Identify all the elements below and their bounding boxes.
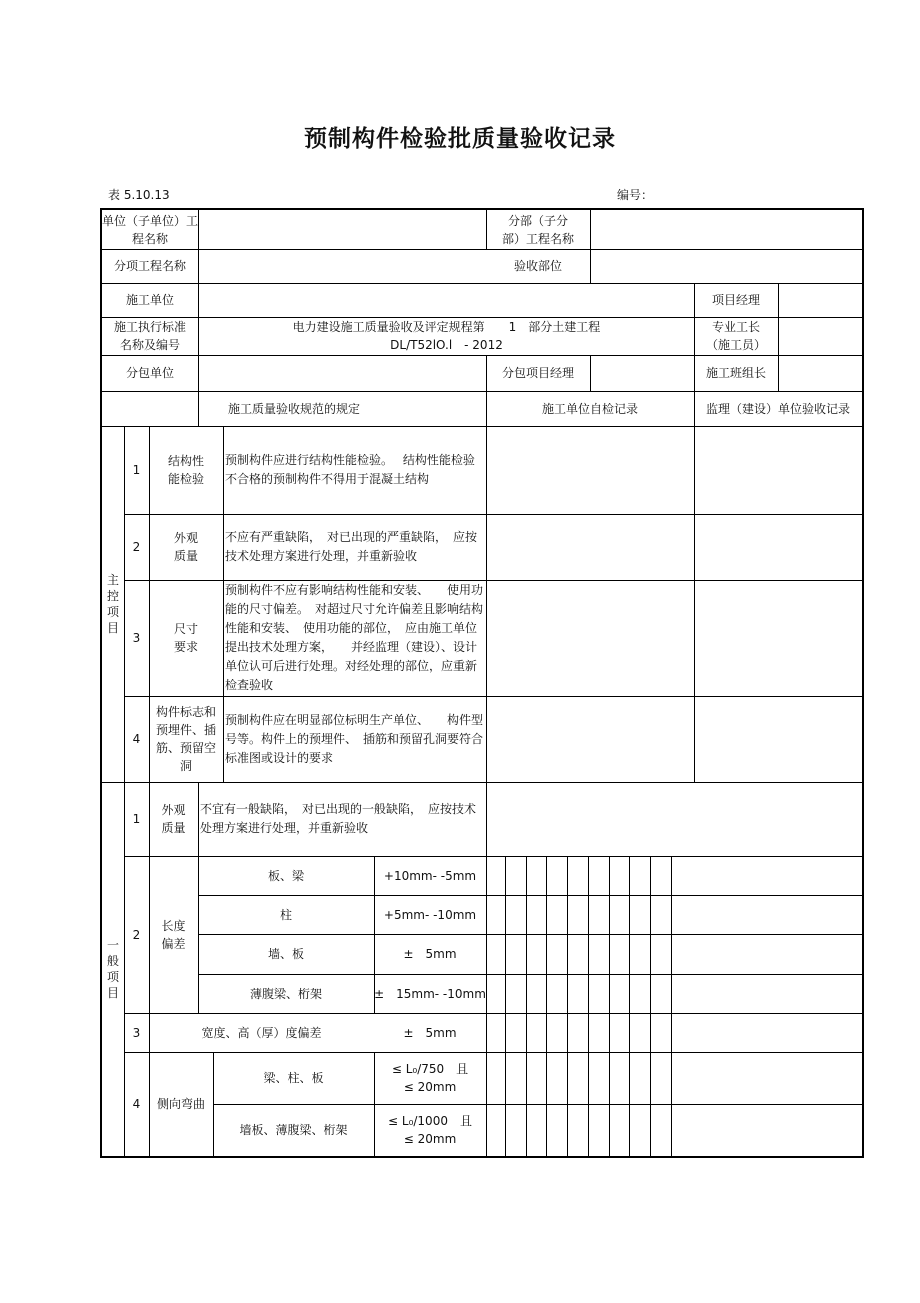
main-item-2-supervision[interactable] [695, 514, 862, 580]
bending-row-1-tolerance: ≤ L₀/750 且 ≤ 20mm [391, 1062, 469, 1094]
main-item-3-self-check[interactable] [487, 580, 694, 696]
main-item-3-supervision[interactable] [695, 580, 862, 696]
length-row-3-tolerance: ± 5mm [403, 947, 457, 961]
main-item-4-no: 4 [132, 732, 141, 746]
standard-value [199, 317, 694, 355]
project-manager-field[interactable] [779, 283, 862, 317]
length-row-3-member: 墙、板 [267, 947, 304, 961]
length-row-4-member: 薄腹梁、桁架 [249, 986, 322, 1001]
team-leader-field[interactable] [779, 355, 862, 391]
main-item-2-self-check[interactable] [487, 514, 694, 580]
subcontractor-label: 分包单位 [125, 366, 174, 380]
page-title: 预制构件检验批质量验收记录 [304, 126, 616, 152]
general-item-4-no: 4 [132, 1097, 141, 1111]
main-item-4-supervision[interactable] [695, 696, 862, 782]
main-item-2-desc: 不应有严重缺陷， 对已出现的严重缺陷， 应按技术处理方案进行处理，并重新验收 [225, 530, 478, 563]
standard-label: 施工执行标准名称及编号 [113, 320, 186, 352]
length-row-1-member: 板、梁 [267, 868, 304, 883]
inspection-part-field[interactable] [591, 249, 862, 283]
length-row-1-tolerance: +10mm- -5mm [383, 868, 477, 883]
subcontractor-field[interactable] [199, 355, 486, 391]
item-project-name-field[interactable] [199, 249, 486, 283]
contractor-label: 施工单位 [125, 293, 174, 307]
item-project-name-label: 分项工程名称 [113, 259, 186, 273]
general-label [102, 782, 124, 1156]
foreman-label: 专业工长（施工员） [705, 320, 766, 352]
main-item-1-name: 结构性能检验 [167, 454, 204, 486]
main-item-3-no: 3 [132, 631, 141, 645]
general-item-1-self-check[interactable] [487, 782, 694, 856]
main-item-4-name: 构件标志和预埋件、插筋、预留空洞 [155, 705, 216, 773]
sub-project-manager-label: 分包项目经理 [501, 366, 574, 380]
general-item-3-tolerance: ± 5mm [403, 1025, 457, 1040]
unit-project-name-field[interactable] [199, 210, 486, 249]
main-item-2-name: 外观质量 [173, 531, 198, 563]
spec-column-header: 施工质量验收规范的规定 [227, 401, 360, 416]
length-row-2-member: 柱 [279, 907, 292, 922]
contractor-field[interactable] [199, 283, 694, 317]
main-item-1-no: 1 [132, 463, 141, 477]
standard-value-line-2: DL/T52lO.l - 2012 [390, 338, 503, 352]
team-leader-label: 施工班组长 [705, 366, 766, 380]
main-control-label [102, 426, 124, 782]
bending-row-2-tolerance: ≤ L₀/1000 且 ≤ 20mm [388, 1114, 472, 1146]
bending-row-1-member: 梁、柱、板 [263, 1071, 324, 1085]
length-row-2-tolerance: +5mm- -10mm [383, 907, 477, 922]
general-item-3-no: 3 [132, 1025, 141, 1040]
bending-row-2-member: 墙板、薄腹梁、桁架 [239, 1123, 348, 1137]
general-item-2-no: 2 [132, 927, 141, 942]
main-item-3-desc: 预制构件不应有影响结构性能和安装、 使用功能的尺寸偏差。 对超过尺寸允许偏差且影响结构性能和安装、 使用功能的部位， 应由施工单位提出技术处理方案， 并经监理（建设）、设计单位认可后进行处理。对经处理的部位，应重新检查验收 [225, 583, 484, 692]
inspection-record-table [100, 208, 864, 1158]
main-item-4-self-check[interactable] [487, 696, 694, 782]
general-item-4-name: 侧向弯曲 [156, 1097, 205, 1111]
subdivision-project-name-label: 分部（子分部）工程名称 [501, 213, 574, 246]
standard-value-line-1: 电力建设施工质量验收及评定规程第 1 部分土建工程 [292, 320, 601, 334]
general-item-3-name: 宽度、高（厚）度偏差 [201, 1025, 322, 1040]
length-row-4-tolerance: ± 15mm- -10mm [374, 986, 486, 1001]
main-item-1-desc: 预制构件应进行结构性能检验。 结构性能检验不合格的预制构件不得用于混凝土结构 [225, 453, 475, 486]
general-item-1-name: 外观质量 [161, 803, 186, 835]
form-number: 表 5.10.13 [108, 188, 170, 202]
serial-number-label: 编号： [617, 188, 654, 202]
general-item-1-supervision[interactable] [695, 782, 862, 856]
main-item-1-supervision[interactable] [695, 426, 862, 514]
main-item-2-no: 2 [132, 540, 141, 554]
general-item-1-no: 1 [132, 812, 141, 826]
subdivision-project-name-field[interactable] [591, 210, 862, 249]
supervision-column-header: 监理（建设）单位验收记录 [705, 401, 850, 416]
main-control-label-text: 主控项目 [106, 573, 119, 635]
foreman-field[interactable] [779, 317, 862, 355]
inspection-part-label: 验收部位 [513, 259, 562, 273]
unit-project-name-label: 单位（子单位）工程名称 [102, 213, 199, 246]
self-check-column-header: 施工单位自检记录 [541, 401, 638, 416]
general-item-2-name: 长度偏差 [161, 918, 186, 951]
main-item-1-self-check[interactable] [487, 426, 694, 514]
sub-project-manager-field[interactable] [591, 355, 694, 391]
general-label-text: 一般项目 [106, 938, 119, 1000]
project-manager-label: 项目经理 [711, 293, 760, 307]
main-item-3-name: 尺寸要求 [173, 622, 198, 654]
general-item-1-desc: 不宜有一般缺陷， 对已出现的一般缺陷， 应按技术处理方案进行处理，并重新验收 [200, 802, 477, 835]
main-item-4-desc: 预制构件应在明显部位标明生产单位、 构件型号等。构件上的预埋件、 插筋和预留孔洞要符合标准图或设计的要求 [225, 712, 484, 765]
